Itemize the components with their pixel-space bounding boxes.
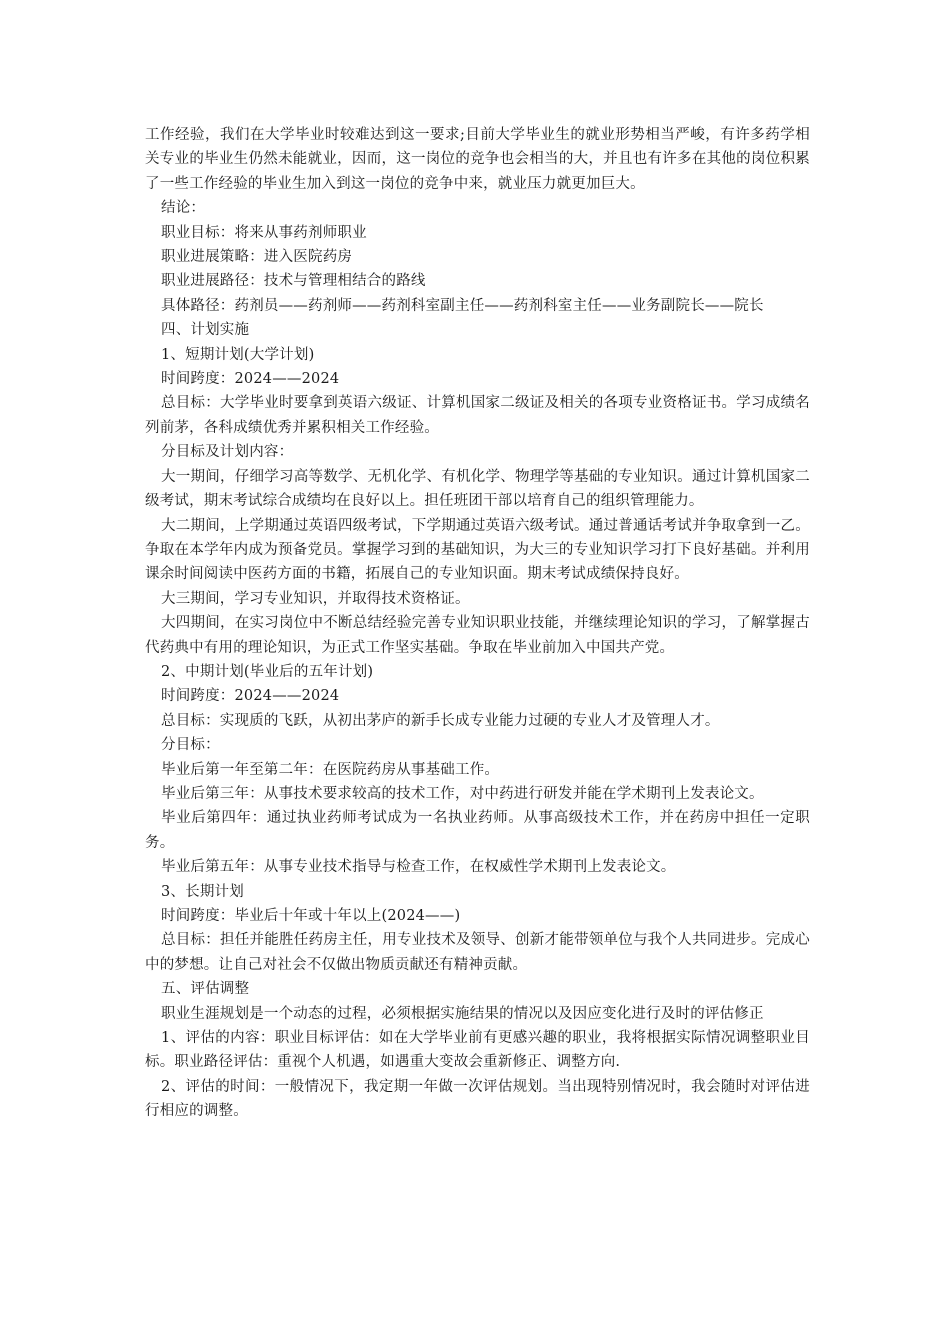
paragraph: 毕业后第五年：从事专业技术指导与检查工作，在权威性学术期刊上发表论文。 (161, 859, 676, 876)
paragraph: 大三期间，学习专业知识，并取得技术资格证。 (161, 590, 470, 607)
section-heading: 四、计划实施 (161, 322, 250, 339)
paragraph: 大一期间，仔细学习高等数学、无机化学、有机化学、物理学等基础的专业知识。通过计算机国家二级考试，期末考试综合成绩均在良好以上。担任班团干部以培育自己的组织管理能力。 (145, 468, 810, 510)
paragraph: 时间跨度：2024——2024 (161, 371, 340, 388)
paragraph: 大四期间，在实习岗位中不断总结经验完善专业知识职业技能，并继续理论知识的学习，了解掌握古代药典中有用的理论知识，为正式工作坚实基础。争取在毕业前加入中国共产党。 (145, 615, 810, 656)
subsection-heading: 2、中期计划(毕业后的五年计划) (161, 663, 374, 680)
paragraph: 大二期间，上学期通过英语四级考试，下学期通过英语六级考试。通过普通话考试并争取拿到一乙。争取在本学年内成为预备党员。掌握学习到的基础知识，为大三的专业知识学习打下良好基础。并利用课余时间阅读中医药方面的书籍，拓展自己的专业知识面。期末考试成绩保持良好。 (145, 517, 810, 583)
document-body (145, 123, 810, 1124)
paragraph: 职业生涯规划是一个动态的过程，必须根据实施结果的情况以及因应变化进行及时的评估修正 (161, 1005, 764, 1022)
paragraph: 总目标：大学毕业时要拿到英语六级证、计算机国家二级证及相关的各项专业资格证书。学习成绩名列前茅，各科成绩优秀并累积相关工作经验。 (145, 395, 810, 436)
paragraph: 工作经验，我们在大学毕业时较难达到这一要求;目前大学毕业生的就业形势相当严峻，有许多药学相关专业的毕业生仍然未能就业，因而，这一岗位的竞争也会相当的大，并且也有许多在其他的岗位积累了一些工作经验的毕业生加入到这一岗位的竞争中来，就业压力就更加巨大。 (145, 127, 810, 192)
paragraph: 职业进展策略：进入医院药房 (161, 249, 353, 266)
paragraph: 分目标及计划内容： (161, 444, 294, 461)
subsection-heading: 3、长期计划 (161, 883, 244, 900)
paragraph: 时间跨度：2024——2024 (161, 688, 340, 705)
paragraph: 毕业后第三年：从事技术要求较高的技术工作，对中药进行研发并能在学术期刊上发表论文。 (161, 785, 764, 802)
section-heading: 五、评估调整 (161, 981, 250, 998)
paragraph: 具体路径：药剂员——药剂师——药剂科室副主任——药剂科室主任——业务副院长——院长 (161, 297, 764, 314)
paragraph: 毕业后第一年至第二年：在医院药房从事基础工作。 (161, 761, 500, 778)
paragraph: 1、评估的内容：职业目标评估：如在大学毕业前有更感兴趣的职业，我将根据实际情况调整职业目标。职业路径评估：重视个人机遇，如遇重大变故会重新修正、调整方向. (145, 1030, 810, 1071)
paragraph: 结论： (161, 200, 206, 217)
subsection-heading: 1、短期计划(大学计划) (161, 346, 315, 363)
paragraph: 2、评估的时间：一般情况下，我定期一年做一次评估规划。当出现特别情况时，我会随时对评估进行相应的调整。 (145, 1078, 810, 1120)
paragraph: 总目标：担任并能胜任药房主任，用专业技术及领导、创新才能带领单位与我个人共同进步。完成心中的梦想。让自己对社会不仅做出物质贡献还有精神贡献。 (145, 932, 810, 973)
paragraph: 职业进展路径：技术与管理相结合的路线 (161, 273, 426, 290)
paragraph: 时间跨度：毕业后十年或十年以上(2024——) (161, 908, 461, 924)
paragraph: 分目标： (161, 737, 220, 754)
paragraph: 职业目标：将来从事药剂师职业 (161, 224, 367, 241)
paragraph: 总目标：实现质的飞跃，从初出茅庐的新手长成专业能力过硬的专业人才及管理人才。 (161, 712, 720, 729)
paragraph: 毕业后第四年：通过执业药师考试成为一名执业药师。从事高级技术工作，并在药房中担任一定职务。 (145, 810, 810, 851)
